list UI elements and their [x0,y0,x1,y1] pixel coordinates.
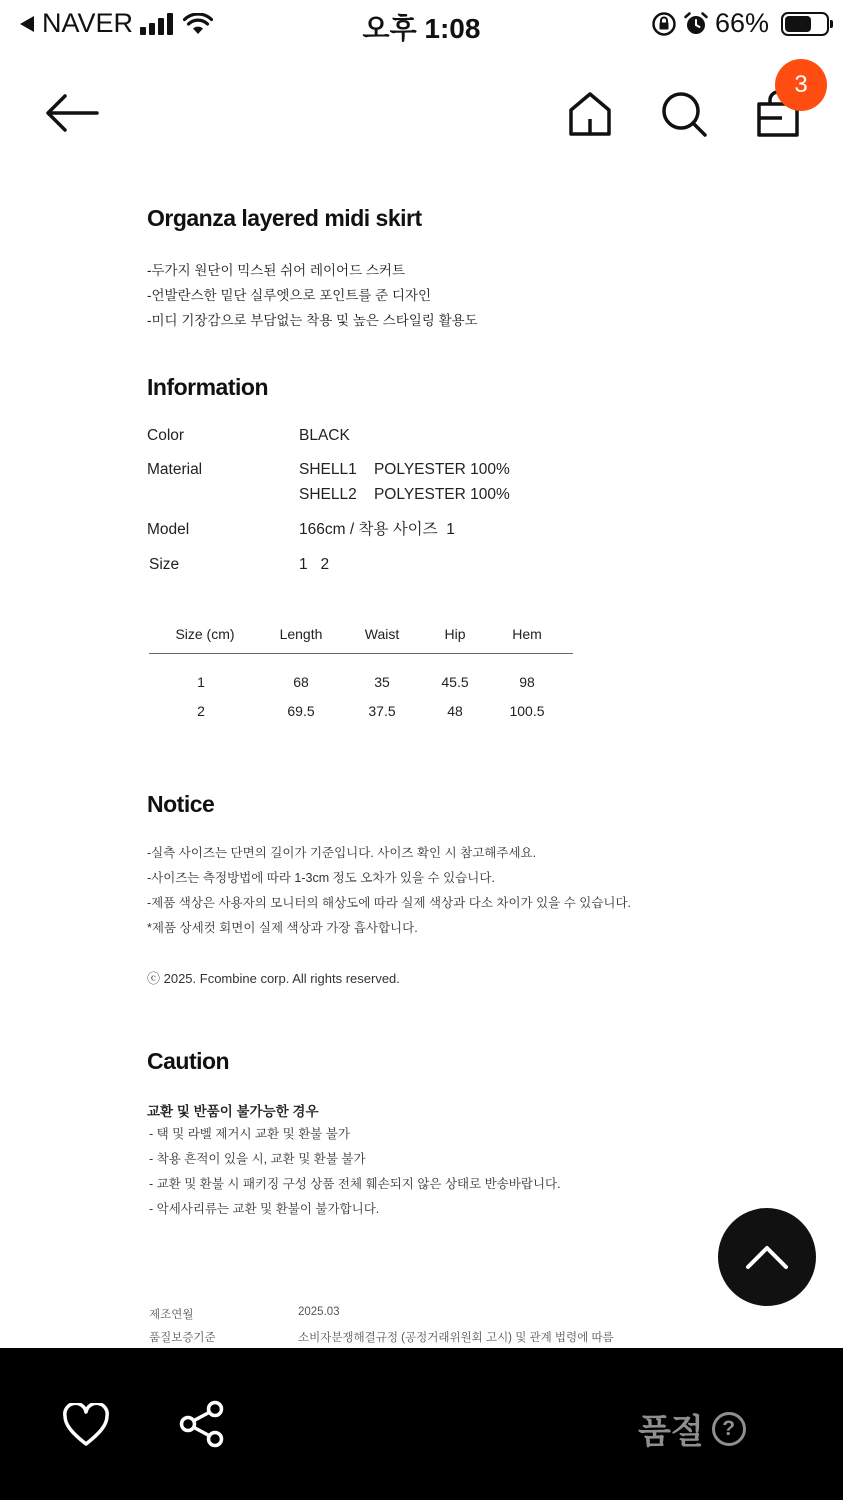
notice-item: -제품 색상은 사용자의 모니터의 해상도에 따라 실제 색상과 다소 차이가 있을 수 있습니다. [147,896,632,910]
sold-out-label: 품절 [638,1412,704,1452]
rotation-lock-icon [651,11,677,37]
table-header-cell: Waist [364,626,400,642]
meta-value: 2025.03 [298,1306,340,1318]
table-row [149,697,573,726]
copyright-text: ⓒ 2025. Fcombine corp. All rights reserved. [147,971,400,986]
caution-item: - 악세사리류는 교환 및 환불이 불가합니다. [149,1202,380,1216]
info-value: BLACK [299,427,350,444]
description-line: -미디 기장감으로 부담없는 착용 및 높은 스타일링 활용도 [147,313,478,328]
chevron-up-icon [745,1243,789,1271]
search-icon [660,90,708,138]
info-label: Size [149,556,180,573]
caution-item: - 교환 및 환불 시 패키징 구성 상품 전체 훼손되지 않은 상태로 반송바랍니다. [149,1177,561,1191]
share-button[interactable] [176,1398,228,1450]
scroll-to-top-button[interactable] [718,1208,816,1306]
info-label: Color [147,427,185,444]
size-table [149,618,573,726]
notice-item: -사이즈는 측정방법에 따라 1-3cm 정도 오차가 있을 수 있습니다. [147,871,495,885]
notice-list [147,841,631,941]
description-line: -언발란스한 밑단 실루엣으로 포인트를 준 디자인 [147,288,432,303]
battery-level [785,16,811,32]
meta-row-warranty [149,1329,614,1345]
bottom-action-bar [0,1348,843,1500]
meta-row-manufactured [149,1306,340,1322]
meta-label: 품질보증기준 [149,1332,216,1344]
information-title: Information [147,374,268,400]
status-bar [0,0,843,50]
home-button[interactable] [562,86,618,142]
info-value: SHELL1 POLYESTER 100% [299,461,510,478]
sold-out-status [638,1404,746,1453]
info-value: 166cm / 착용 사이즈 1 [299,521,455,538]
cart-count-badge[interactable]: 3 [775,59,827,111]
table-header-cell: Hem [512,626,542,642]
size-table-header [149,618,573,654]
table-cell: 2 [197,703,205,719]
back-button[interactable] [40,88,104,138]
battery-icon [781,12,829,36]
heart-icon [62,1403,110,1447]
share-icon [178,1400,226,1448]
table-header-cell: Size (cm) [175,626,235,642]
home-icon [567,91,613,137]
notice-item: *제품 상세컷 회면이 실제 색상과 가장 흡사합니다. [147,921,418,935]
caution-title: Caution [147,1048,230,1074]
search-button[interactable] [656,86,712,142]
back-arrow-icon [45,93,99,133]
meta-label: 제조연월 [149,1309,194,1321]
notice-item: -실측 사이즈는 단면의 길이가 기준입니다. 사이즈 확인 시 참고해주세요. [147,846,537,860]
table-cell: 45.5 [441,674,469,690]
status-right [651,8,829,39]
status-time: 오후 1:08 [362,13,481,44]
table-header-cell: Hip [444,626,466,642]
caution-item: - 택 및 라벨 제거시 교환 및 환불 불가 [149,1127,350,1141]
battery-percent: 66% [714,8,769,38]
table-cell: 100.5 [509,703,545,719]
like-button[interactable] [60,1400,112,1450]
info-value: SHELL2 POLYESTER 100% [299,486,510,503]
description-line: -두가지 원단이 믹스된 쉬어 레이어드 스커트 [147,263,405,278]
alarm-icon [683,11,709,37]
table-cell: 68 [293,674,309,690]
table-row [149,668,573,697]
meta-value: 소비자분쟁해결규정 (공정거래위원회 고시) 및 관계 법령에 따름 [298,1332,614,1344]
info-label: Model [147,521,190,538]
table-cell: 48 [447,703,463,719]
table-cell: 37.5 [368,703,396,719]
notice-title: Notice [147,791,215,817]
question-circle-icon[interactable]: ? [712,1412,746,1446]
table-cell: 35 [374,674,390,690]
table-header-cell: Length [279,626,323,642]
nav-bar [0,60,843,170]
table-cell: 98 [519,674,535,690]
product-description [147,258,478,333]
caution-list [149,1122,561,1222]
carrier-label: NAVER [42,8,134,38]
info-value: 1 2 [299,556,330,573]
caution-item: - 착용 흔적이 있을 시, 교환 및 환불 불가 [149,1152,366,1166]
info-label: Material [147,461,203,478]
table-cell: 69.5 [287,703,315,719]
table-cell: 1 [197,674,205,690]
caution-subtitle: 교환 및 반품이 불가능한 경우 [147,1104,319,1119]
product-title: Organza layered midi skirt [147,205,422,231]
